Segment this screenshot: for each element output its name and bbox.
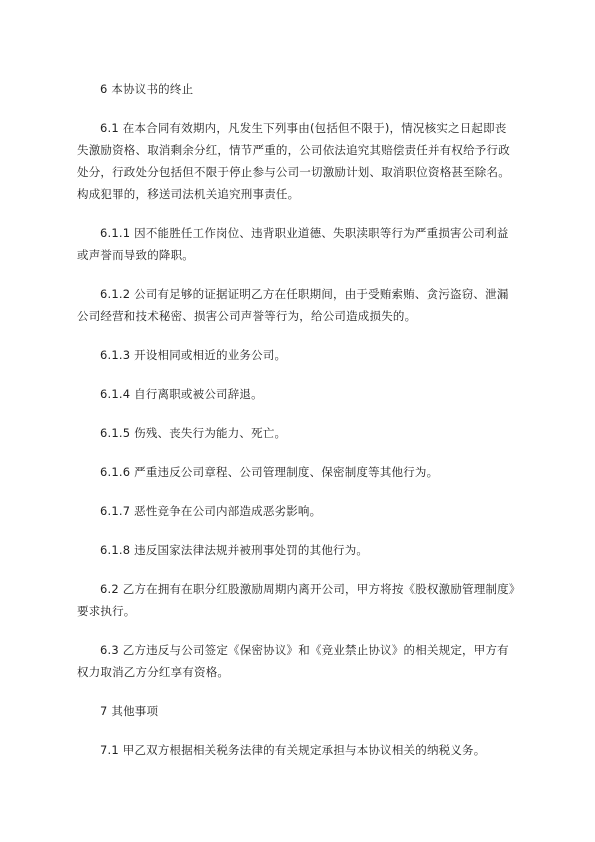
clause-6-1-8: 6.1.8 违反国家法律法规并被刑事处罚的其他行为。 — [100, 543, 369, 557]
clause-6-1: 6.1 在本合同有效期内，凡发生下列事由(包括但不限于)，情况核实之日起即丧失激励资格、取消剩余分红，情节严重的，公司依法追究其赔偿责任并有权给予行政处分，行政处分包括但不限于停止参与公司一切激励计划、取消职位资格甚至除名。构成犯罪的，移送司法机关追究刑事责任。 — [77, 121, 510, 201]
clause-6-1-3: 6.1.3 开设相同或相近的业务公司。 — [100, 348, 287, 362]
clause-7-1: 7.1 甲乙双方根据相关税务法律的有关规定承担与本协议相关的纳税义务。 — [100, 743, 486, 757]
document-body — [77, 78, 518, 761]
clause-6-1-1: 6.1.1 因不能胜任工作岗位、违背职业道德、失职渎职等行为严重损害公司利益或声誉而导致的降职。 — [77, 226, 509, 262]
section-heading-7: 7 其他事项 — [100, 704, 159, 718]
clause-6-1-5: 6.1.5 伤残、丧失行为能力、死亡。 — [100, 426, 287, 440]
clause-6-1-4: 6.1.4 自行离职或被公司辞退。 — [100, 387, 263, 401]
clause-6-1-2: 6.1.2 公司有足够的证据证明乙方在任职期间，由于受贿索贿、贪污盗窃、泄漏公司经营和技术秘密、损害公司声誉等行为，给公司造成损失的。 — [77, 287, 509, 323]
clause-6-1-6: 6.1.6 严重违反公司章程、公司管理制度、保密制度等其他行为。 — [100, 465, 439, 479]
clause-6-1-7: 6.1.7 恶性竞争在公司内部造成恶劣影响。 — [100, 504, 322, 518]
section-heading-6: 6 本协议书的终止 — [100, 82, 194, 96]
clause-6-3: 6.3 乙方违反与公司签定《保密协议》和《竞业禁止协议》的相关规定，甲方有权力取消乙方分红享有资格。 — [77, 643, 509, 679]
clause-6-2: 6.2 乙方在拥有在职分红股激励周期内离开公司，甲方将按《股权激励管理制度》要求执行。 — [77, 582, 515, 618]
